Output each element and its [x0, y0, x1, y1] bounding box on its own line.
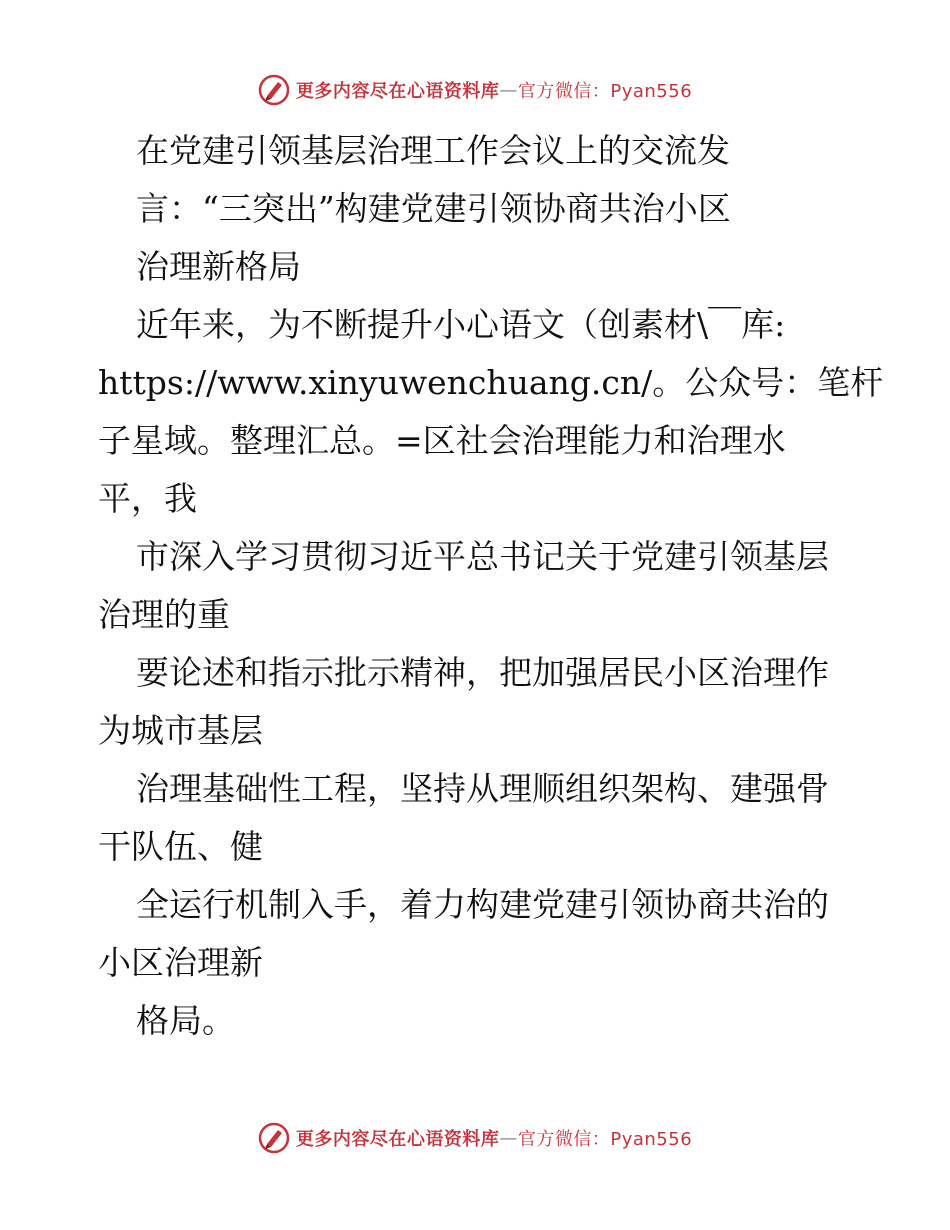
body-line-11: 全运行机制入手，着力构建党建引领协商共治的 [136, 885, 829, 924]
body-line-9: 治理基础性工程，坚持从理顺组织架构、建强骨 [136, 769, 829, 808]
banner-separator: — [499, 1127, 518, 1149]
body-line-1: 近年来，为不断提升小心语文（创素材\￣库: [136, 305, 786, 344]
body-line-10: 干队伍、健 [98, 827, 263, 866]
banner-wechat-text: 官方微信：Pyan556 [517, 81, 693, 102]
header-banner [0, 70, 950, 110]
body-line-12: 小区治理新 [98, 943, 263, 982]
banner-lead-text: 更多内容尽在心语资料库 [295, 1129, 500, 1150]
title-line-3: 治理新格局 [136, 247, 301, 286]
body-line-8: 为城市基层 [98, 711, 263, 750]
banner-separator: — [499, 79, 518, 101]
body-line-4: 平，我 [98, 479, 197, 518]
banner-wechat-text: 官方微信：Pyan556 [517, 1129, 693, 1150]
body-line-13: 格局。 [136, 1001, 235, 1040]
footer-banner [0, 1118, 950, 1158]
title-line-2: 言：“三突出”构建党建引领协商共治小区 [136, 189, 731, 228]
body-line-5: 市深入学习贯彻习近平总书记关于党建引领基层 [136, 537, 829, 576]
brand-logo-icon [258, 1122, 290, 1154]
brand-logo-icon [258, 74, 290, 106]
title-line-1: 在党建引领基层治理工作会议上的交流发 [136, 131, 730, 170]
body-line-3: 子星域。整理汇总。=区社会治理能力和治理水 [98, 421, 786, 460]
body-line-2: https://www.xinyuwenchuang.cn/。公众号：笔杆 [98, 363, 884, 402]
banner-lead-text: 更多内容尽在心语资料库 [295, 81, 500, 102]
body-line-6: 治理的重 [98, 595, 230, 634]
document-body [98, 122, 884, 1050]
body-line-7: 要论述和指示批示精神，把加强居民小区治理作 [136, 653, 829, 692]
